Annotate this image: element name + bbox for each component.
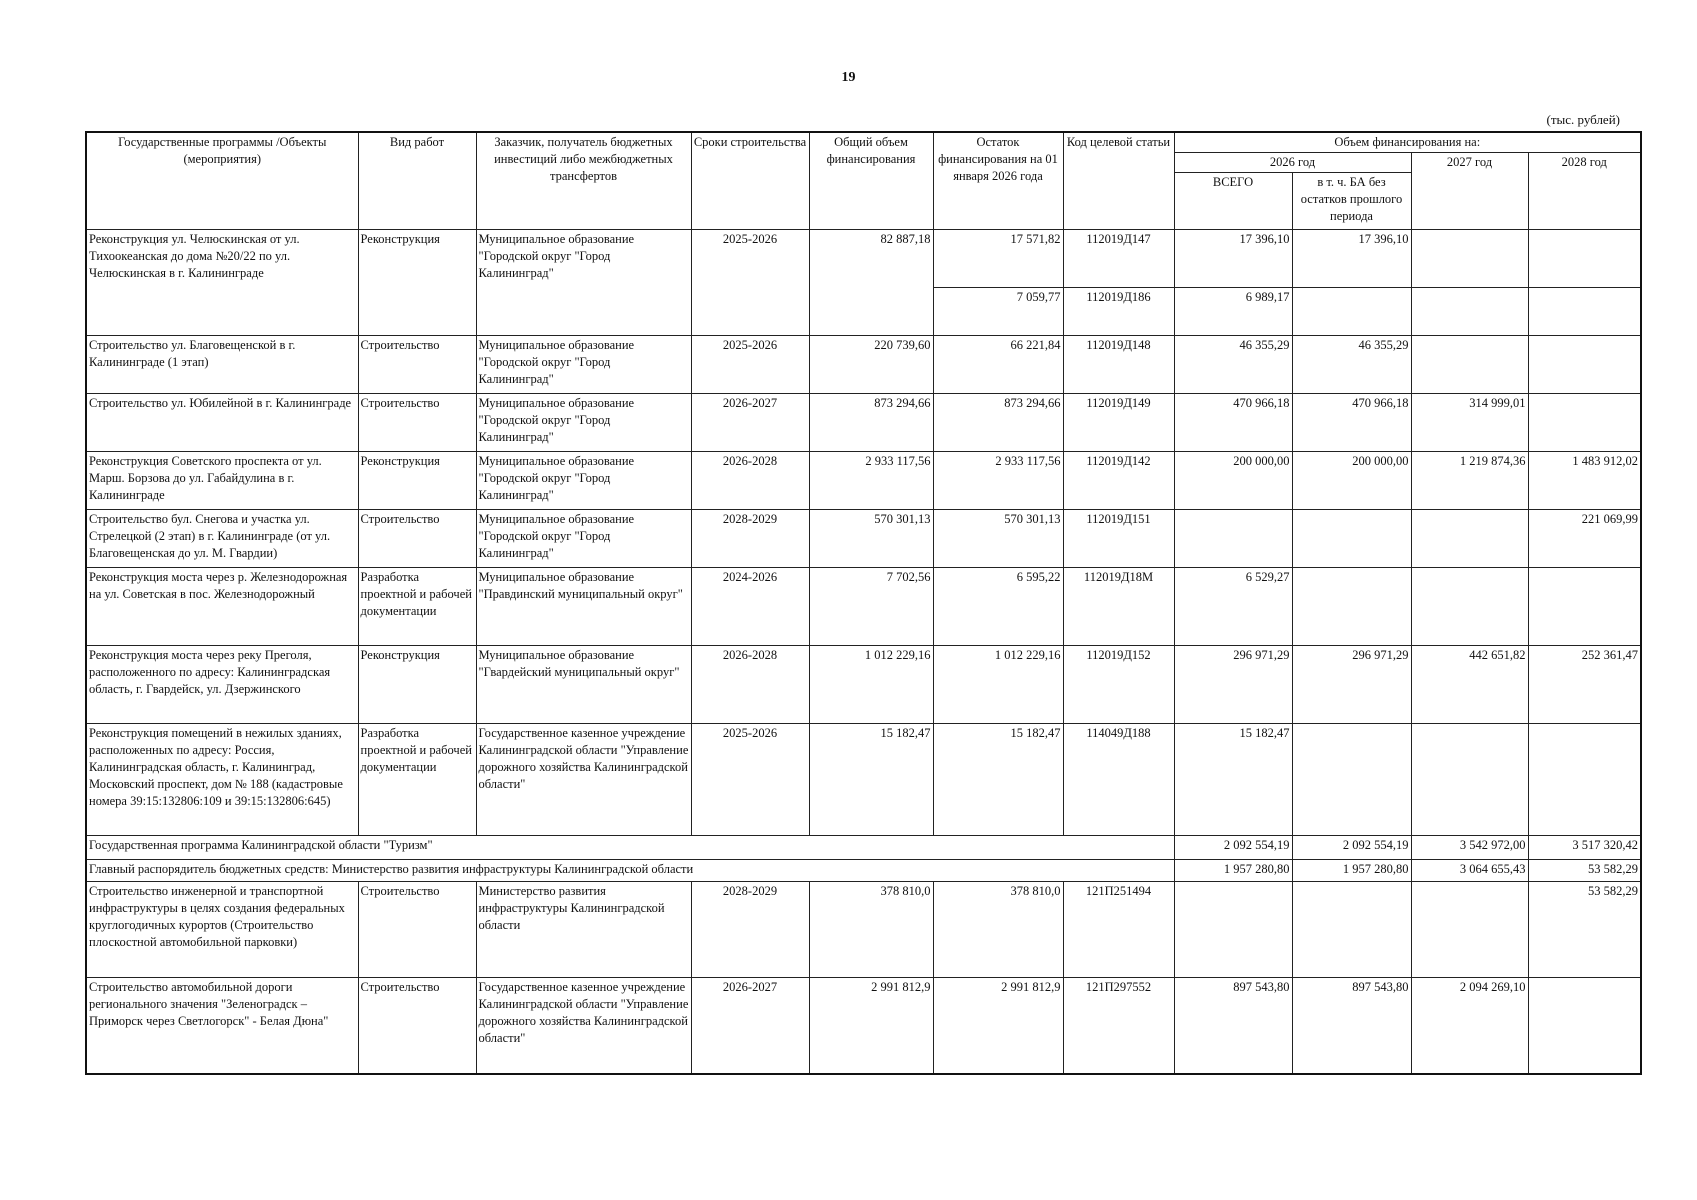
page-number: 19: [841, 70, 856, 85]
cell-code: 112019Д149: [1063, 394, 1174, 452]
cell-terms: 2026-2027: [691, 394, 809, 452]
table-row: [86, 882, 1641, 978]
cell-incl: [1292, 510, 1411, 568]
cell-remaining: 378 810,0: [933, 882, 1063, 978]
table-row: [86, 646, 1641, 724]
header-terms: Сроки строительства: [691, 132, 809, 230]
cell-name: Строительство бул. Снегова и участка ул. Стрелецкой (2 этап) в г. Калининграде (от ул. Благовещенская до ул. М. Гвардии): [86, 510, 358, 568]
cell-2028: [1528, 394, 1641, 452]
table-row: [86, 230, 1641, 288]
cell-customer: Муниципальное образование "Городской округ "Город Калининград": [476, 230, 691, 336]
cell-code: 112019Д147: [1063, 230, 1174, 288]
cell-code: 112019Д18М: [1063, 568, 1174, 646]
cell-customer: Муниципальное образование "Городской округ "Город Калининград": [476, 394, 691, 452]
cell-2027: 1 219 874,36: [1411, 452, 1528, 510]
header-incl: в т. ч. БА без остатков прошлого периода: [1292, 173, 1411, 230]
header-code: Код целевой статьи: [1063, 132, 1174, 230]
program-2027: 3 542 972,00: [1411, 836, 1528, 860]
cell-customer: Муниципальное образование "Городской округ "Город Калининград": [476, 510, 691, 568]
cell-incl: [1292, 724, 1411, 836]
cell-name: Строительство ул. Благовещенской в г. Калининграде (1 этап): [86, 336, 358, 394]
cell-remaining: 2 933 117,56: [933, 452, 1063, 510]
cell-terms: 2024-2026: [691, 568, 809, 646]
program-2028: 3 517 320,42: [1528, 836, 1641, 860]
cell-2028: 1 483 912,02: [1528, 452, 1641, 510]
cell-total: 15 182,47: [809, 724, 933, 836]
units-label: (тыс. рублей): [1546, 112, 1620, 127]
cell-remaining: 2 991 812,9: [933, 978, 1063, 1074]
cell-terms: 2025-2026: [691, 724, 809, 836]
cell-2027: [1411, 882, 1528, 978]
cell-work: Реконструкция: [358, 230, 476, 336]
manager-2027: 3 064 655,43: [1411, 860, 1528, 882]
header-remaining: Остаток финансирования на 01 января 2026 года: [933, 132, 1063, 230]
cell-2027: [1411, 336, 1528, 394]
cell-customer: Муниципальное образование "Городской округ "Город Калининград": [476, 452, 691, 510]
cell-work: Строительство: [358, 978, 476, 1074]
cell-2028: [1528, 724, 1641, 836]
cell-2027: 442 651,82: [1411, 646, 1528, 724]
manager-all: 1 957 280,80: [1174, 860, 1292, 882]
cell-customer: Муниципальное образование "Городской округ "Город Калининград": [476, 336, 691, 394]
cell-total: 873 294,66: [809, 394, 933, 452]
cell-incl: [1292, 882, 1411, 978]
cell-name: Реконструкция моста через р. Железнодорожная на ул. Советская в пос. Железнодорожный: [86, 568, 358, 646]
cell-terms: 2028-2029: [691, 882, 809, 978]
cell-all: [1174, 882, 1292, 978]
cell-all: 470 966,18: [1174, 394, 1292, 452]
cell-all: 15 182,47: [1174, 724, 1292, 836]
program-all: 2 092 554,19: [1174, 836, 1292, 860]
cell-code: 121П297552: [1063, 978, 1174, 1074]
cell-2027: 314 999,01: [1411, 394, 1528, 452]
cell-work: Реконструкция: [358, 452, 476, 510]
cell-terms: 2026-2028: [691, 646, 809, 724]
cell-all: 46 355,29: [1174, 336, 1292, 394]
cell-work: Строительство: [358, 336, 476, 394]
cell-code: 112019Д148: [1063, 336, 1174, 394]
cell-all: 17 396,10: [1174, 230, 1292, 288]
cell-2028: 221 069,99: [1528, 510, 1641, 568]
cell-name: Реконструкция помещений в нежилых зданиях, расположенных по адресу: Россия, Калининградская область, г. Калининград, Московский проспект, дом № 188 (кадастровые номера 39:15:132806:109 и 39:15:132806:645): [86, 724, 358, 836]
cell-2028: [1528, 978, 1641, 1074]
cell-name: Строительство ул. Юбилейной в г. Калининграде: [86, 394, 358, 452]
cell-work: Разработка проектной и рабочей документации: [358, 724, 476, 836]
cell-work: Строительство: [358, 394, 476, 452]
cell-2027: [1411, 288, 1528, 336]
header-programs: Государственные программы /Объекты (мероприятия): [86, 132, 358, 230]
cell-name: Реконструкция моста через реку Преголя, расположенного по адресу: Калининградская область, г. Гвардейск, ул. Дзержинского: [86, 646, 358, 724]
table-row: [86, 452, 1641, 510]
cell-total: 378 810,0: [809, 882, 933, 978]
cell-incl: [1292, 568, 1411, 646]
cell-work: Разработка проектной и рабочей документации: [358, 568, 476, 646]
manager-label: Главный распорядитель бюджетных средств: Министерство развития инфраструктуры Калининградской области: [86, 860, 1174, 882]
header-work-type: Вид работ: [358, 132, 476, 230]
table-row: [86, 510, 1641, 568]
cell-customer: Министерство развития инфраструктуры Калининградской области: [476, 882, 691, 978]
cell-2028: [1528, 568, 1641, 646]
cell-name: Строительство инженерной и транспортной инфраструктуры в целях создания федеральных круглогодичных курортов (Строительство плоскостной автомобильной парковки): [86, 882, 358, 978]
cell-incl: 470 966,18: [1292, 394, 1411, 452]
cell-incl: 46 355,29: [1292, 336, 1411, 394]
cell-total: 2 933 117,56: [809, 452, 933, 510]
cell-all: 296 971,29: [1174, 646, 1292, 724]
header-all: ВСЕГО: [1174, 173, 1292, 230]
cell-code: 112019Д152: [1063, 646, 1174, 724]
cell-work: Строительство: [358, 882, 476, 978]
header-2028: 2028 год: [1528, 153, 1641, 230]
cell-all: [1174, 510, 1292, 568]
table-row: [86, 394, 1641, 452]
cell-remaining: 15 182,47: [933, 724, 1063, 836]
cell-incl: [1292, 288, 1411, 336]
header-customer: Заказчик, получатель бюджетных инвестиций либо межбюджетных трансфертов: [476, 132, 691, 230]
cell-customer: Государственное казенное учреждение Калининградской области "Управление дорожного хозяйства Калининградской области": [476, 724, 691, 836]
cell-remaining: 17 571,82: [933, 230, 1063, 288]
cell-total: 570 301,13: [809, 510, 933, 568]
cell-2027: 2 094 269,10: [1411, 978, 1528, 1074]
cell-incl: 200 000,00: [1292, 452, 1411, 510]
cell-2027: [1411, 230, 1528, 288]
cell-total: 1 012 229,16: [809, 646, 933, 724]
cell-terms: 2026-2027: [691, 978, 809, 1074]
manager-2028: 53 582,29: [1528, 860, 1641, 882]
cell-2028: 53 582,29: [1528, 882, 1641, 978]
cell-remaining: 66 221,84: [933, 336, 1063, 394]
cell-total: 220 739,60: [809, 336, 933, 394]
cell-2027: [1411, 568, 1528, 646]
cell-remaining: 7 059,77: [933, 288, 1063, 336]
cell-total: 2 991 812,9: [809, 978, 933, 1074]
program-row: [86, 836, 1641, 860]
cell-2027: [1411, 510, 1528, 568]
cell-name: Реконструкция Советского проспекта от ул. Марш. Борзова до ул. Габайдулина в г. Калининграде: [86, 452, 358, 510]
cell-terms: 2025-2026: [691, 336, 809, 394]
cell-2028: [1528, 336, 1641, 394]
cell-total: 82 887,18: [809, 230, 933, 336]
program-label: Государственная программа Калининградской области "Туризм": [86, 836, 1174, 860]
cell-total: 7 702,56: [809, 568, 933, 646]
cell-name: Реконструкция ул. Челюскинская от ул. Тихоокеанская до дома №20/22 по ул. Челюскинская в г. Калининграде: [86, 230, 358, 336]
program-incl: 2 092 554,19: [1292, 836, 1411, 860]
cell-customer: Муниципальное образование "Гвардейский муниципальный округ": [476, 646, 691, 724]
cell-code: 114049Д188: [1063, 724, 1174, 836]
cell-code: 112019Д186: [1063, 288, 1174, 336]
cell-remaining: 873 294,66: [933, 394, 1063, 452]
cell-all: 6 529,27: [1174, 568, 1292, 646]
cell-name: Строительство автомобильной дороги регионального значения "Зеленоградск – Приморск через Светлогорск" - Белая Дюна": [86, 978, 358, 1074]
cell-all: 6 989,17: [1174, 288, 1292, 336]
cell-terms: 2026-2028: [691, 452, 809, 510]
cell-terms: 2028-2029: [691, 510, 809, 568]
header-2026: 2026 год: [1174, 153, 1411, 173]
cell-2028: 252 361,47: [1528, 646, 1641, 724]
cell-code: 112019Д151: [1063, 510, 1174, 568]
cell-customer: Муниципальное образование "Правдинский муниципальный округ": [476, 568, 691, 646]
cell-2028: [1528, 230, 1641, 288]
cell-remaining: 6 595,22: [933, 568, 1063, 646]
cell-work: Строительство: [358, 510, 476, 568]
manager-row: [86, 860, 1641, 882]
cell-code: 112019Д142: [1063, 452, 1174, 510]
cell-remaining: 570 301,13: [933, 510, 1063, 568]
table-row: [86, 724, 1641, 836]
cell-incl: 296 971,29: [1292, 646, 1411, 724]
cell-work: Реконструкция: [358, 646, 476, 724]
table-row: [86, 336, 1641, 394]
cell-code: 121П251494: [1063, 882, 1174, 978]
cell-incl: 17 396,10: [1292, 230, 1411, 288]
cell-2027: [1411, 724, 1528, 836]
cell-terms: 2025-2026: [691, 230, 809, 336]
cell-2028: [1528, 288, 1641, 336]
cell-customer: Государственное казенное учреждение Калининградской области "Управление дорожного хозяйства Калининградской области": [476, 978, 691, 1074]
header-financing: Объем финансирования на:: [1174, 132, 1641, 153]
cell-all: 897 543,80: [1174, 978, 1292, 1074]
header-2027: 2027 год: [1411, 153, 1528, 230]
header-total-volume: Общий объем финансирования: [809, 132, 933, 230]
table-row: [86, 568, 1641, 646]
financing-table: [85, 131, 1642, 1075]
table-row: [86, 978, 1641, 1074]
cell-all: 200 000,00: [1174, 452, 1292, 510]
manager-incl: 1 957 280,80: [1292, 860, 1411, 882]
cell-incl: 897 543,80: [1292, 978, 1411, 1074]
cell-remaining: 1 012 229,16: [933, 646, 1063, 724]
